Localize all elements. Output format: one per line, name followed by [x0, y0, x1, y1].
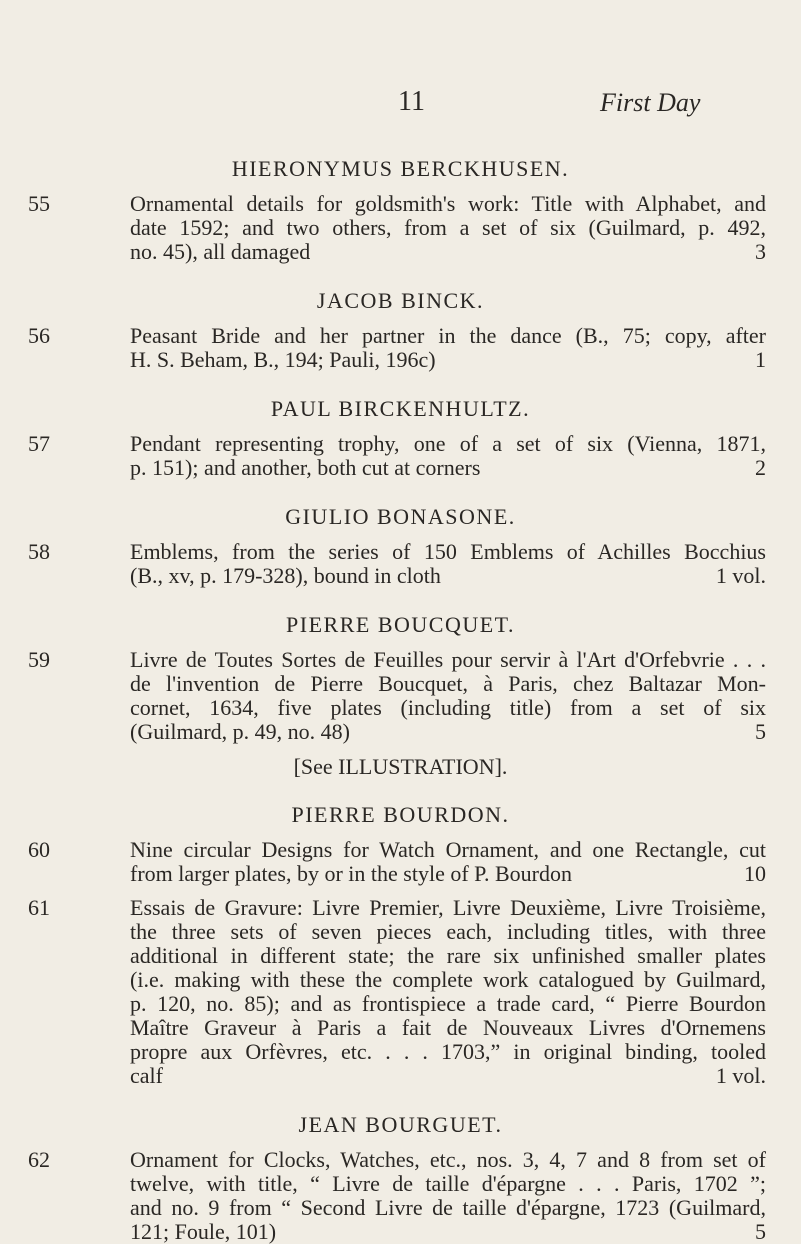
description-line: from larger plates, by or in the style of P. Bourdon 10: [130, 861, 766, 886]
description-line: (B., xv, p. 179-328), bound in cloth 1 vol.: [130, 563, 766, 588]
artist-heading: GIULIO BONASONE.: [285, 504, 516, 529]
lot-number: 56: [28, 323, 50, 348]
description-line: p. 120, no. 85); and as frontispiece a trade card, “ Pierre Bourdon: [130, 991, 766, 1016]
description-line: Maître Graveur à Paris a fait de Nouveaux Livres d'Ornemens: [130, 1015, 766, 1040]
lot-description: [130, 432, 766, 480]
lot-description: [130, 896, 766, 1088]
description-line: calf 1 vol.: [130, 1063, 766, 1088]
artist-heading: PIERRE BOUCQUET.: [286, 612, 515, 637]
description-line: cornet, 1634, five plates (including title) from a set of six: [130, 695, 766, 720]
artist-heading: JEAN BOURGUET.: [298, 1112, 503, 1137]
lot-number: 62: [28, 1147, 50, 1172]
page-number: 11: [398, 86, 425, 117]
artist-heading: PAUL BIRCKENHULTZ.: [270, 396, 531, 421]
description-line: Nine circular Designs for Watch Ornament, and one Rectangle, cut: [130, 837, 766, 862]
description-line: (Guilmard, p. 49, no. 48) 5: [130, 719, 766, 744]
quantity: 5: [755, 1219, 766, 1244]
description-line: Emblems, from the series of 150 Emblems of Achilles Bocchius: [130, 539, 766, 564]
lot-description: [130, 540, 766, 588]
description-line: p. 151); and another, both cut at corners 2: [130, 455, 766, 480]
quantity: 1 vol.: [715, 563, 766, 588]
lot-number: 58: [28, 539, 50, 564]
description-line: no. 45), all damaged 3: [130, 239, 766, 264]
quantity: 1 vol.: [715, 1063, 766, 1088]
description-line: (i.e. making with these the complete work catalogued by Guilmard,: [130, 967, 766, 992]
lot-description: [130, 192, 766, 264]
lot-number: 61: [28, 895, 50, 920]
description-line: 121; Foule, 101) 5: [130, 1219, 766, 1244]
quantity: 2: [755, 455, 766, 480]
quantity: 5: [755, 719, 766, 744]
lot-description: [130, 324, 766, 372]
quantity: 10: [744, 861, 766, 886]
description-line: the three sets of seven pieces each, including titles, with three: [130, 919, 766, 944]
quantity: 3: [755, 239, 766, 264]
quantity: 1: [755, 347, 766, 372]
description-line: twelve, with title, “ Livre de taille d'épargne . . . Paris, 1702 ”;: [130, 1171, 766, 1196]
description-line: additional in different state; the rare six unfinished smaller plates: [130, 943, 766, 968]
description-line: Peasant Bride and her partner in the dance (B., 75; copy, after: [130, 323, 766, 348]
lot-description: [130, 1148, 766, 1244]
lot-number: 60: [28, 837, 50, 862]
page-header: [0, 86, 801, 126]
running-head: First Day: [600, 88, 701, 117]
description-line: Ornamental details for goldsmith's work: Title with Alphabet, and: [130, 191, 766, 216]
artist-heading: PIERRE BOURDON.: [291, 802, 510, 827]
artist-heading: JACOB BINCK.: [316, 288, 485, 313]
description-line: de l'invention de Pierre Boucquet, à Paris, chez Baltazar Mon-: [130, 671, 766, 696]
lot-description: [130, 648, 766, 744]
artist-heading: HIERONYMUS BERCKHUSEN.: [231, 156, 570, 181]
description-line: Essais de Gravure: Livre Premier, Livre Deuxième, Livre Troisième,: [130, 895, 766, 920]
lot-number: 57: [28, 431, 50, 456]
illustration-note: [See ILLUSTRATION].: [293, 754, 508, 779]
lot-number: 55: [28, 191, 50, 216]
description-line: date 1592; and two others, from a set of six (Guilmard, p. 492,: [130, 215, 766, 240]
lot-number: 59: [28, 647, 50, 672]
description-line: propre aux Orfèvres, etc. . . . 1703,” in original binding, tooled: [130, 1039, 766, 1064]
lot-description: [130, 838, 766, 886]
description-line: Pendant representing trophy, one of a set of six (Vienna, 1871,: [130, 431, 766, 456]
description-line: and no. 9 from “ Second Livre de taille d'épargne, 1723 (Guilmard,: [130, 1195, 766, 1220]
description-line: H. S. Beham, B., 194; Pauli, 196c) 1: [130, 347, 766, 372]
description-line: Ornament for Clocks, Watches, etc., nos. 3, 4, 7 and 8 from set of: [130, 1147, 766, 1172]
description-line: Livre de Toutes Sortes de Feuilles pour servir à l'Art d'Orfebvrie . . .: [130, 647, 766, 672]
